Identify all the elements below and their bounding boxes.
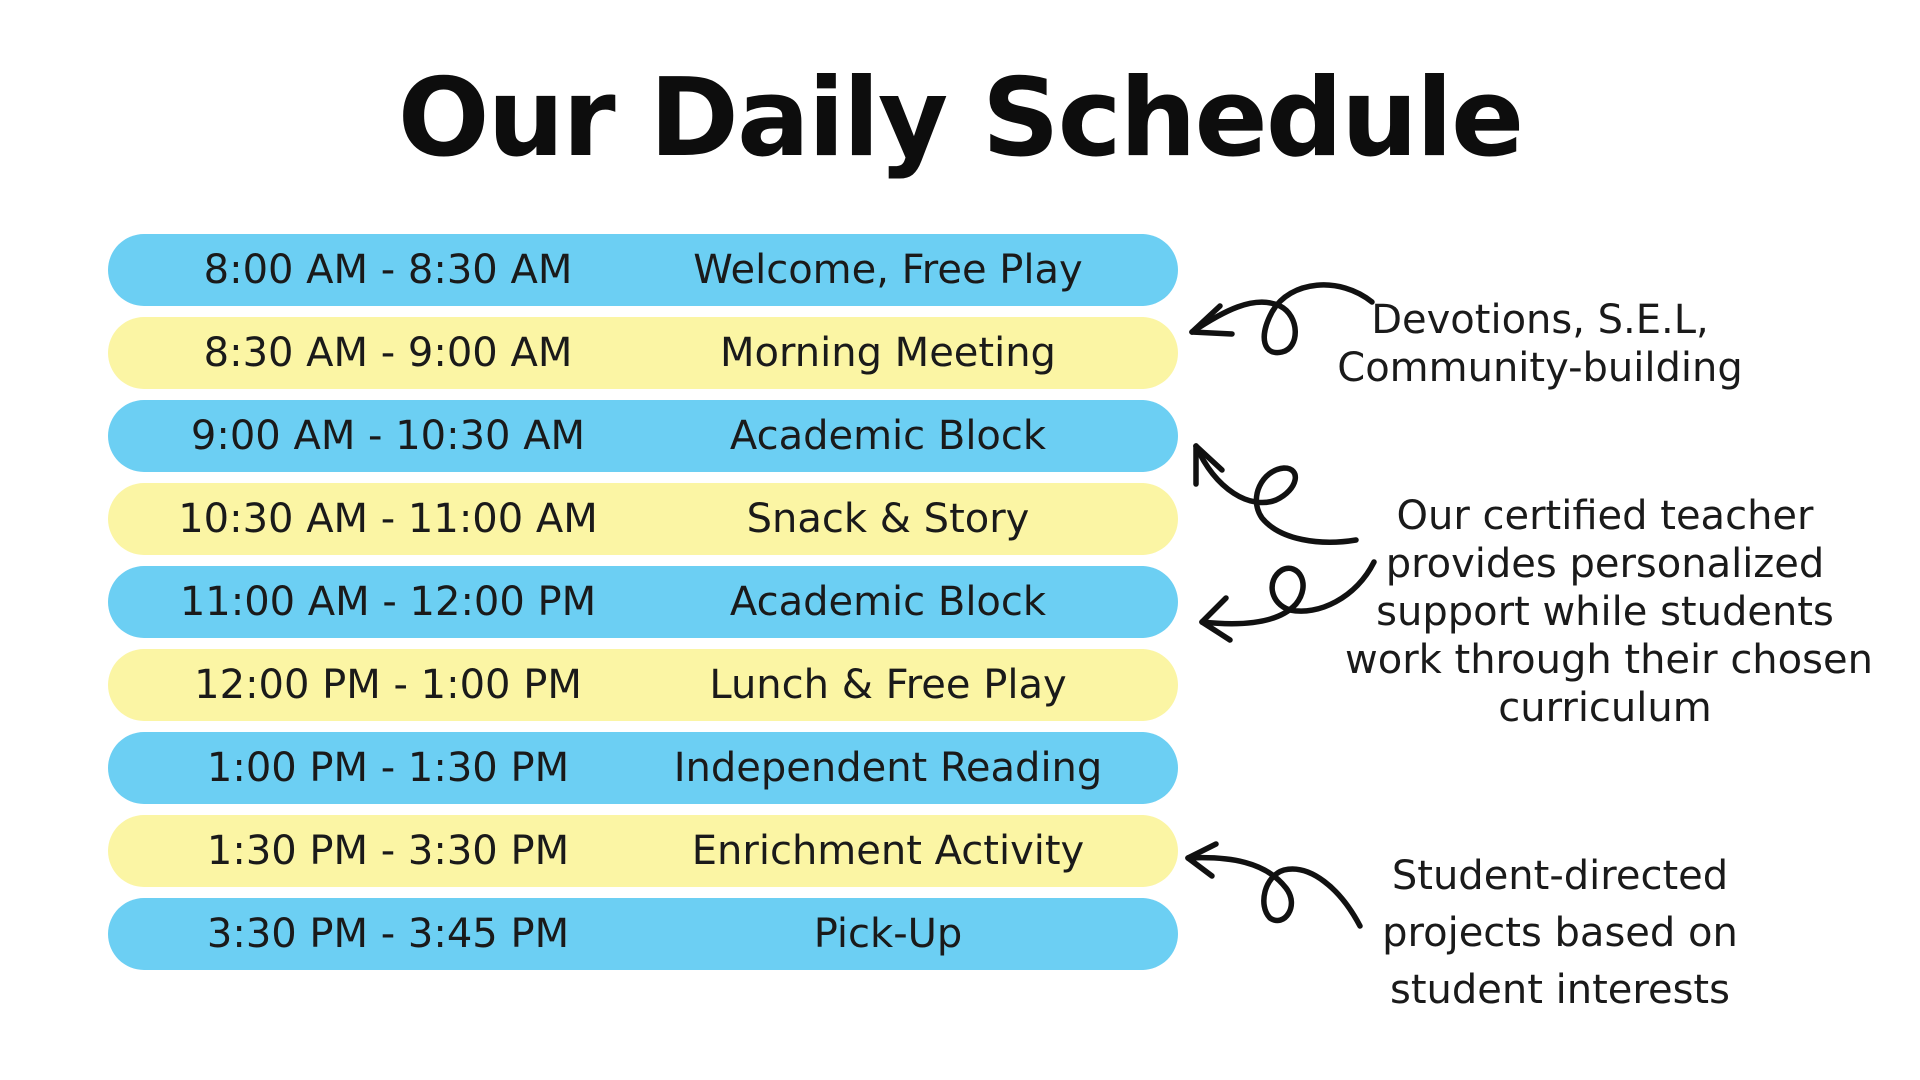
time-slot: 8:00 AM - 8:30 AM xyxy=(203,247,573,293)
activity-name: Academic Block xyxy=(729,413,1047,459)
time-slot: 12:00 PM - 1:00 PM xyxy=(194,662,582,708)
page-title: Our Daily Schedule xyxy=(397,56,1523,181)
activity-name: Lunch & Free Play xyxy=(709,662,1067,708)
activity-name: Enrichment Activity xyxy=(691,828,1085,874)
note-morning-meeting xyxy=(1330,296,1750,392)
note-line: work through their chosen xyxy=(1345,637,1873,683)
activity-name: Morning Meeting xyxy=(720,330,1056,376)
note-line: Our certified teacher xyxy=(1396,493,1814,539)
activity-name: Welcome, Free Play xyxy=(693,247,1083,293)
time-slot: 3:30 PM - 3:45 PM xyxy=(206,911,570,957)
activity-name: Pick-Up xyxy=(813,911,963,957)
activity-name: Independent Reading xyxy=(673,745,1103,791)
time-slot: 1:30 PM - 3:30 PM xyxy=(206,828,570,874)
note-line: projects based on xyxy=(1382,909,1738,956)
activity-name: Academic Block xyxy=(729,579,1047,625)
time-slot: 8:30 AM - 9:00 AM xyxy=(203,330,573,376)
time-slot: 1:00 PM - 1:30 PM xyxy=(206,745,570,791)
curly-arrow-icon xyxy=(1188,844,1360,926)
note-enrichment xyxy=(1370,848,1750,1018)
note-line: provides personalized xyxy=(1385,541,1825,587)
note-line: Devotions, S.E.L, xyxy=(1371,297,1709,343)
note-academic-block xyxy=(1345,492,1873,732)
note-line: student interests xyxy=(1390,966,1730,1013)
curly-arrow-icon xyxy=(1196,446,1356,542)
note-line: support while students xyxy=(1376,589,1834,635)
time-slot: 10:30 AM - 11:00 AM xyxy=(178,496,598,542)
note-line: curriculum xyxy=(1498,685,1712,731)
time-slot: 11:00 AM - 12:00 PM xyxy=(179,579,597,625)
activity-name: Snack & Story xyxy=(746,496,1030,542)
note-line: Community-building xyxy=(1337,345,1743,391)
time-slot: 9:00 AM - 10:30 AM xyxy=(190,413,586,459)
note-line: Student-directed xyxy=(1391,853,1729,899)
